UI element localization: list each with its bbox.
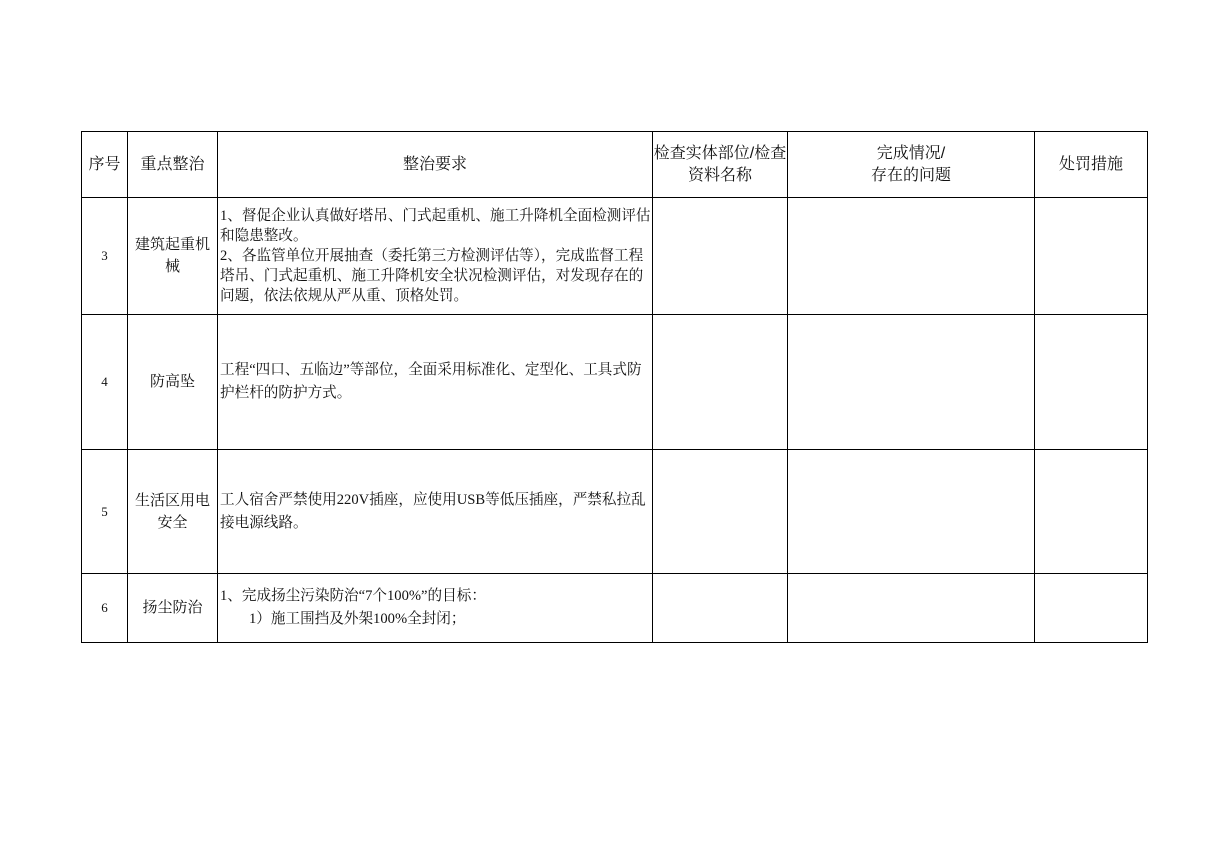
header-focus-area: 重点整治 [128,132,218,198]
completion-status-cell [788,198,1035,315]
focus-area-cell: 生活区用电安全 [128,450,218,574]
table-row [82,450,1148,574]
requirements-cell [218,574,653,643]
requirement-item: 1、督促企业认真做好塔吊、门式起重机、施工升降机全面检测评估和隐患整改。 [220,208,651,244]
inspection-location-cell [653,198,788,315]
completion-status-cell [788,574,1035,643]
header-penalty: 处罚措施 [1035,132,1148,198]
requirements-cell [218,315,653,450]
penalty-cell [1035,315,1148,450]
penalty-cell [1035,574,1148,643]
table-header-row [82,132,1148,198]
inspection-location-cell [653,315,788,450]
header-completion-status-line-2: 存在的问题 [870,166,951,184]
requirement-item: 1、完成扬尘污染防治“7个100%”的目标： [220,588,486,604]
header-requirements: 整治要求 [218,132,653,198]
inspection-location-cell [653,450,788,574]
penalty-cell [1035,450,1148,574]
header-inspection-location: 检查实体部位/检查资料名称 [653,132,788,198]
requirement-item: 2、各监管单位开展抽查（委托第三方检测评估等），完成监督工程塔吊、门式起重机、施工升降机安全状况检测评估，对发现存在的问题，依法依规从严从重、顶格处罚。 [220,248,644,304]
requirements-cell [218,450,653,574]
penalty-cell [1035,198,1148,315]
completion-status-cell [788,450,1035,574]
focus-area-cell: 扬尘防治 [128,574,218,643]
header-completion-status-line-1: 完成情况/ [876,144,946,162]
requirement-sub-item: 1）施工围挡及外架100%全封闭； [249,611,466,627]
focus-area-cell: 防高坠 [128,315,218,450]
completion-status-cell [788,315,1035,450]
requirement-item: 工程“四口、五临边”等部位，全面采用标准化、定型化、工具式防护栏杆的防护方式。 [220,362,642,401]
serial-number-cell: 3 [82,198,128,315]
header-completion-status [788,132,1035,198]
table-row [82,574,1148,643]
serial-number-cell: 5 [82,450,128,574]
rectification-table [81,131,1148,643]
table-row [82,315,1148,450]
table-row [82,198,1148,315]
focus-area-cell: 建筑起重机械 [128,198,218,315]
serial-number-cell: 6 [82,574,128,643]
serial-number-cell: 4 [82,315,128,450]
header-serial-number: 序号 [82,132,128,198]
inspection-location-cell [653,574,788,643]
requirement-item: 工人宿舍严禁使用220V插座，应使用USB等低压插座，严禁私拉乱接电源线路。 [220,491,646,531]
requirements-cell [218,198,653,315]
